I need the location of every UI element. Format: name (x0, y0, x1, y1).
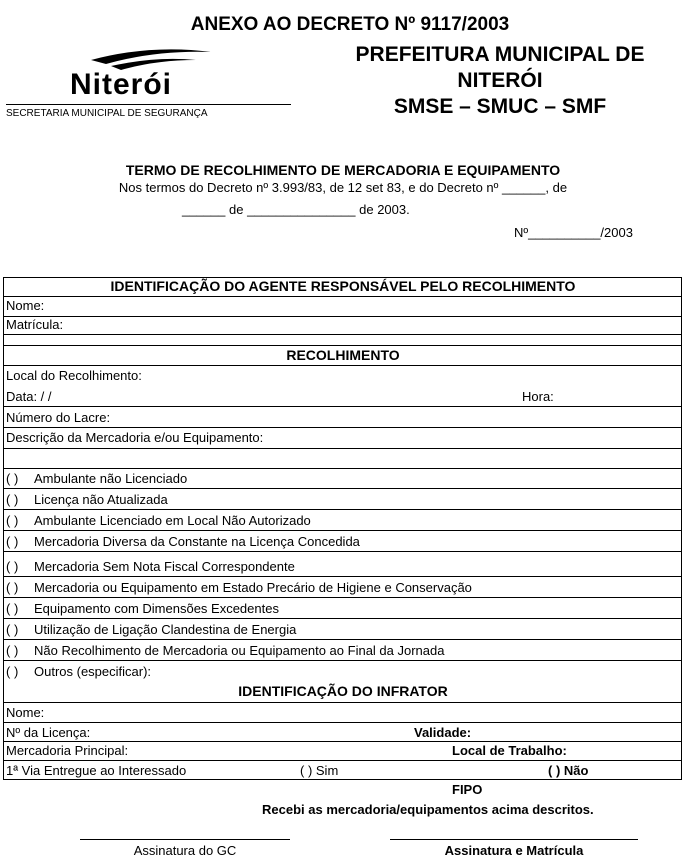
option-row[interactable] (6, 534, 360, 549)
term-line-2: ______ de _______________ de 2003. (182, 202, 410, 217)
divider (3, 722, 682, 723)
agent-section-title: IDENTIFICAÇÃO DO AGENTE RESPONSÁVEL PELO RECOLHIMENTO (110, 278, 576, 294)
checkbox[interactable]: ( ) (6, 492, 19, 507)
divider (3, 530, 682, 531)
agent-name-field[interactable]: Nome: (6, 298, 45, 313)
option-label: Licença não Atualizada (34, 492, 168, 507)
option-row[interactable] (6, 643, 444, 658)
org-line-1: PREFEITURA MUNICIPAL DE (355, 43, 645, 66)
form-bottom-border (3, 779, 682, 780)
option-label: Utilização de Ligação Clandestina de Energia (34, 622, 297, 637)
divider (3, 618, 682, 619)
divider (3, 639, 682, 640)
collection-date-field[interactable]: Data: / / (6, 389, 52, 404)
organization (320, 42, 680, 120)
seal-number-field[interactable]: Número do Lacre: (6, 410, 111, 425)
gc-signature-label[interactable]: Assinatura do GC (133, 843, 237, 858)
validity-field[interactable]: Validade: (414, 725, 472, 740)
option-row[interactable] (6, 471, 187, 486)
logo-text: Niterói (70, 68, 173, 101)
org-line-3: SMSE – SMUC – SMF (393, 95, 607, 118)
divider (3, 488, 682, 489)
divider (3, 551, 682, 552)
option-label: Equipamento com Dimensões Excedentes (34, 601, 279, 616)
collection-section-title: RECOLHIMENTO (286, 347, 400, 363)
divider (3, 334, 682, 335)
divider (3, 406, 682, 407)
checkbox[interactable]: ( ) (6, 580, 19, 595)
option-label: Outros (especificar): (34, 664, 152, 679)
option-label: Ambulante Licenciado em Local Não Autorizado (34, 513, 311, 528)
checkbox[interactable]: ( ) (6, 534, 19, 549)
collection-place-field[interactable]: Local do Recolhimento: (6, 368, 142, 383)
option-row[interactable] (6, 580, 472, 595)
checkbox[interactable]: ( ) (6, 559, 19, 574)
copy-delivered-label: 1ª Via Entregue ao Interessado (6, 763, 187, 778)
fipo-label: FIPO (452, 782, 483, 797)
option-label: Não Recolhimento de Mercadoria ou Equipamento ao Final da Jornada (34, 643, 445, 658)
option-row[interactable] (6, 559, 295, 574)
term-line-1: Nos termos do Decreto nº 3.993/83, de 12 set 83, e do Decreto nº ______, de (118, 180, 568, 195)
divider (3, 576, 682, 577)
yes-checkbox[interactable]: ( ) Sim (300, 763, 339, 778)
divider (3, 316, 682, 317)
checkbox[interactable]: ( ) (6, 513, 19, 528)
divider (3, 448, 682, 449)
collection-hour-field[interactable]: Hora: (522, 389, 554, 404)
license-number-field[interactable]: Nº da Licença: (6, 725, 91, 740)
option-row[interactable] (6, 601, 279, 616)
signature-line-left (80, 839, 290, 840)
checkbox[interactable]: ( ) (6, 622, 19, 637)
agent-signature-label[interactable]: Assinatura e Matrícula (444, 843, 584, 858)
divider (3, 760, 682, 761)
divider (3, 741, 682, 742)
option-label: Mercadoria Sem Nota Fiscal Correspondente (34, 559, 295, 574)
logo-subtitle: SECRETARIA MUNICIPAL DE SEGURANÇA (6, 108, 208, 119)
option-label: Ambulante não Licenciado (34, 471, 188, 486)
option-label: Mercadoria ou Equipamento em Estado Precário de Higiene e Conservação (34, 580, 472, 595)
term-title: TERMO DE RECOLHIMENTO DE MERCADORIA E EQUIPAMENTO (125, 162, 561, 178)
option-label: Mercadoria Diversa da Constante na Licença Concedida (34, 534, 360, 549)
offender-section-title: IDENTIFICAÇÃO DO INFRATOR (238, 683, 448, 699)
divider (3, 296, 682, 297)
option-row[interactable] (6, 664, 151, 679)
term-number: Nº__________/2003 (514, 225, 633, 240)
received-statement: Recebi as mercadoria/equipamentos acima descritos. (262, 802, 594, 817)
checkbox[interactable]: ( ) (6, 601, 19, 616)
workplace-field[interactable]: Local de Trabalho: (452, 743, 567, 758)
no-checkbox[interactable]: ( ) Não (548, 763, 589, 778)
option-row[interactable] (6, 622, 296, 637)
option-row[interactable] (6, 513, 311, 528)
niteroi-logo (6, 40, 296, 130)
divider (3, 702, 682, 703)
divider (3, 345, 682, 346)
offender-name-field[interactable]: Nome: (6, 705, 45, 720)
signature-line-right (390, 839, 638, 840)
option-row[interactable] (6, 492, 168, 507)
divider (3, 660, 682, 661)
divider (3, 509, 682, 510)
divider (3, 597, 682, 598)
logo-divider (6, 104, 291, 105)
main-goods-field[interactable]: Mercadoria Principal: (6, 743, 129, 758)
divider (3, 427, 682, 428)
agent-registration-field[interactable]: Matrícula: (6, 317, 64, 332)
org-line-2: NITERÓI (457, 69, 543, 92)
goods-description-field[interactable]: Descrição da Mercadoria e/ou Equipamento: (6, 430, 264, 445)
annex-title: ANEXO AO DECRETO Nº 9117/2003 (190, 14, 510, 35)
divider (3, 468, 682, 469)
checkbox[interactable]: ( ) (6, 664, 19, 679)
checkbox[interactable]: ( ) (6, 471, 19, 486)
divider (3, 365, 682, 366)
checkbox[interactable]: ( ) (6, 643, 19, 658)
